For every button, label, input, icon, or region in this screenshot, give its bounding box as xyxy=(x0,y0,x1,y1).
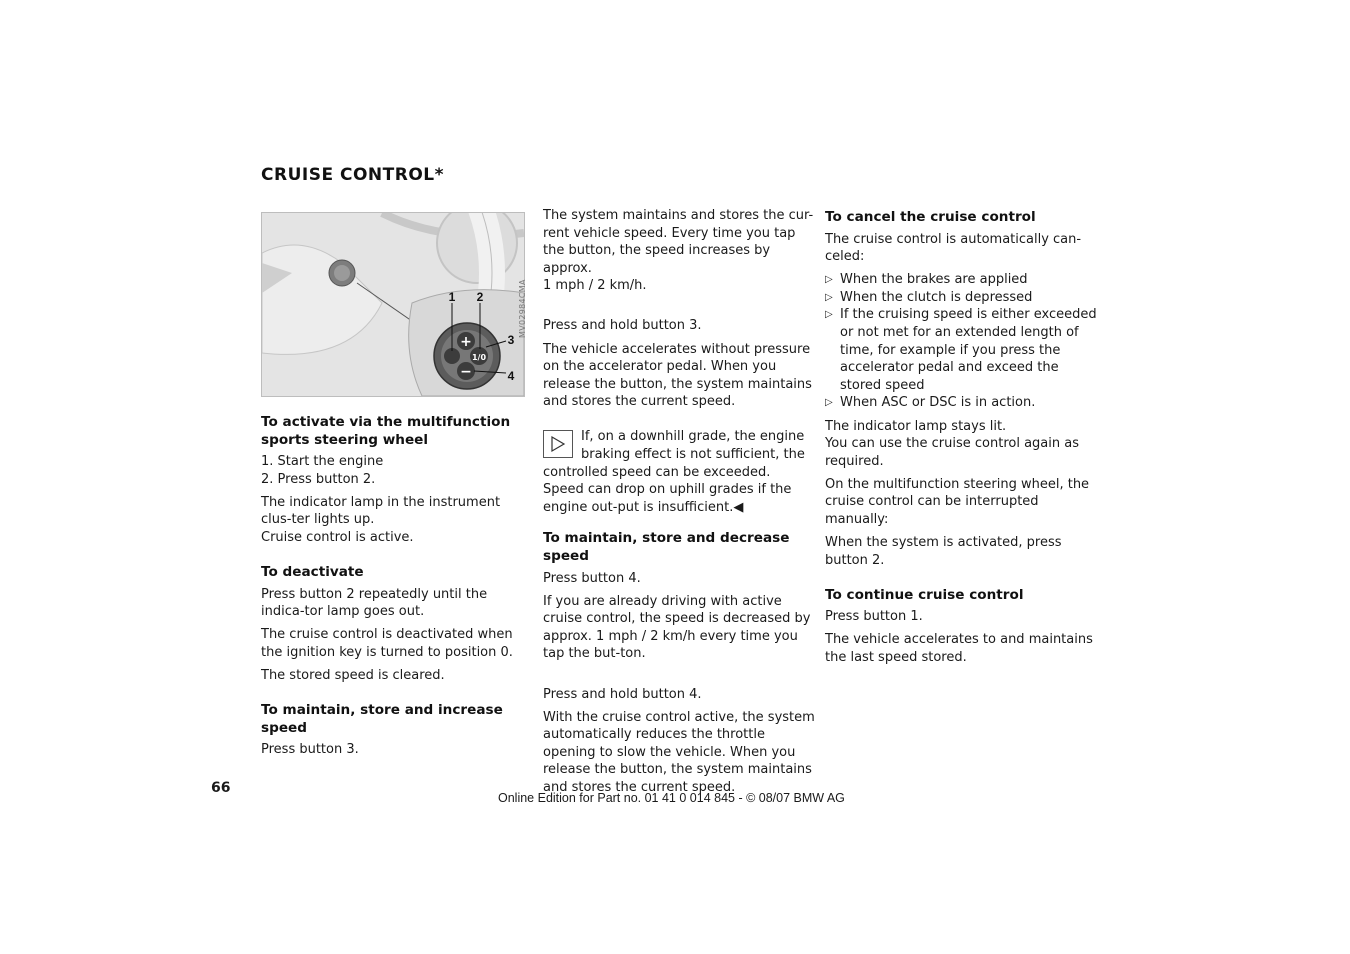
paragraph: The vehicle accelerates without pressure on the accelerator pedal. When you release the button, the system maintains and stores the current speed. xyxy=(543,341,812,410)
list-item: ▷ If the cruising speed is either exceeded or not met for an extended length of time, for example if you press the accelerator pedal and exceed the stored speed xyxy=(825,306,1097,394)
activation-steps xyxy=(261,453,527,488)
list-item: ▷ When ASC or DSC is in action. xyxy=(825,394,1097,412)
paragraph: The system maintains and stores the cur-rent vehicle speed. Every time you tap the button, the speed increases by approx. xyxy=(543,208,814,276)
list-item: ▷ When the brakes are applied xyxy=(825,271,1097,289)
paragraph: If you are already driving with active cruise control, the speed is decreased by approx. 1 mph / 2 km/h every time you tap the but-ton. xyxy=(543,593,811,662)
column-2 xyxy=(543,207,815,802)
steering-wheel-figure xyxy=(261,212,525,397)
note-arrow-icon xyxy=(543,430,573,458)
onoff-symbol: 1/0 xyxy=(471,353,487,362)
callout-4: 4 xyxy=(507,369,515,383)
paragraph: Press button 1. xyxy=(825,609,923,625)
paragraph: You can use the cruise control again as required. xyxy=(825,436,1079,469)
paragraph: The stored speed is cleared. xyxy=(261,668,445,684)
callout-2: 2 xyxy=(476,290,484,304)
paragraph: When the system is activated, press button 2. xyxy=(825,535,1062,568)
footer-edition: Online Edition for Part no. 01 41 0 014 845 - © 08/07 BMW AG xyxy=(498,791,845,805)
paragraph: The indicator lamp stays lit. xyxy=(825,418,1007,434)
callout-3: 3 xyxy=(507,333,515,347)
note-text: If, on a downhill grade, the engine braking effect is not sufficient, the controlled speed can be exceeded. Speed can drop on uphill grades if the engine out-put is insufficient. xyxy=(543,429,805,515)
heading-decrease-speed: To maintain, store and decrease speed xyxy=(543,530,790,564)
heading-deactivate: To deactivate xyxy=(261,564,364,581)
paragraph: Press and hold button 4. xyxy=(543,686,702,702)
cancel-conditions-list xyxy=(825,271,1097,412)
steering-wheel-illustration xyxy=(262,213,524,396)
step-item: 2. Press button 2. xyxy=(261,471,376,487)
list-item: ▷ When the clutch is depressed xyxy=(825,289,1097,307)
paragraph: The indicator lamp in the instrument clus-ter lights up. xyxy=(261,494,501,528)
paragraph: Press button 2 repeatedly until the indica-tor lamp goes out. xyxy=(261,586,488,620)
paragraph: 1 mph / 2 km/h. xyxy=(543,278,647,294)
end-of-note-icon: ◀ xyxy=(733,499,744,515)
plus-symbol: + xyxy=(460,334,472,350)
note-box xyxy=(543,428,815,516)
callout-1: 1 xyxy=(448,290,456,304)
paragraph: Press and hold button 3. xyxy=(543,318,702,334)
heading-continue: To continue cruise control xyxy=(825,586,1024,603)
heading-cancel: To cancel the cruise control xyxy=(825,209,1036,225)
heading-activate: To activate via the multifunction sports steering wheel xyxy=(261,414,511,448)
paragraph: The vehicle accelerates to and maintains the last speed stored. xyxy=(825,632,1093,666)
column-3 xyxy=(825,209,1097,672)
paragraph: Press button 4. xyxy=(543,570,641,586)
paragraph: Cruise control is active. xyxy=(261,530,414,546)
paragraph: On the multifunction steering wheel, the cruise control can be interrupted manually: xyxy=(825,476,1090,527)
paragraph: With the cruise control active, the system automatically reduces the throttle opening to slow the vehicle. When you release the button, the system maintains and stores the current speed. xyxy=(543,709,815,796)
section-title: CRUISE CONTROL* xyxy=(261,165,444,185)
paragraph: The cruise control is automatically can-celed: xyxy=(825,231,1082,265)
figure-code: MV02984CMA xyxy=(518,279,527,338)
heading-increase-speed: To maintain, store and increase speed xyxy=(261,702,503,736)
step-item: 1. Start the engine xyxy=(261,454,384,470)
paragraph: The cruise control is deactivated when the ignition key is turned to position 0. xyxy=(261,627,513,661)
column-1 xyxy=(261,414,527,765)
minus-symbol: − xyxy=(460,364,472,380)
paragraph: Press button 3. xyxy=(261,742,359,758)
page-number: 66 xyxy=(211,780,231,796)
